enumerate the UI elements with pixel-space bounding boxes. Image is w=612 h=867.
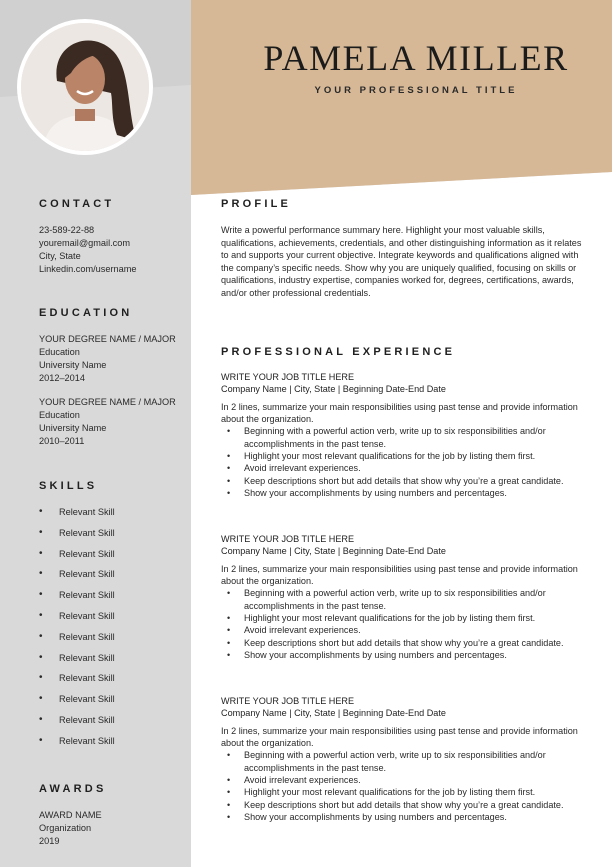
job-title: WRITE YOUR JOB TITLE HERE (221, 534, 355, 544)
education-degree: YOUR DEGREE NAME / MAJOR (39, 334, 176, 344)
skill-item: • Relevant Skill (39, 653, 115, 674)
skill-item: • Relevant Skill (39, 611, 115, 632)
education-degree: YOUR DEGREE NAME / MAJOR (39, 397, 176, 407)
skill-item: • Relevant Skill (39, 694, 115, 715)
job-bullet: • Avoid irrelevant experiences. (221, 624, 586, 636)
job-bullet: • Beginning with a powerful action verb, write up to six responsibilities and/or accomplishments in the past tense. (221, 425, 586, 450)
job-bullet: • Beginning with a powerful action verb, write up to six responsibilities and/or accomplishments in the past tense. (221, 749, 586, 774)
job-bullet: • Highlight your most relevant qualifications for the job by listing them first. (221, 786, 586, 798)
skill-item: • Relevant Skill (39, 673, 115, 694)
professional-title: YOUR PROFESSIONAL TITLE (314, 85, 518, 96)
job-bullet: • Show your accomplishments by using numbers and percentages. (221, 649, 586, 661)
candidate-name: PAMELA MILLER (263, 38, 569, 78)
job-bullets (221, 425, 586, 499)
job-bullet: • Beginning with a powerful action verb, write up to six responsibilities and/or accomplishments in the past tense. (221, 587, 586, 612)
job-bullet: • Keep descriptions short but add details that show why you’re a great candidate. (221, 799, 586, 811)
job-entry (221, 371, 586, 499)
contact-phone: 23-589-22-88 (39, 225, 95, 235)
education-years: 2012–2014 (39, 373, 85, 383)
skill-item: • Relevant Skill (39, 528, 115, 549)
education-heading: EDUCATION (39, 307, 133, 319)
skill-item: • Relevant Skill (39, 569, 115, 590)
skills-heading: SKILLS (39, 480, 98, 492)
awards-heading: AWARDS (39, 783, 107, 795)
skill-item: • Relevant Skill (39, 507, 115, 528)
skills-list (39, 507, 115, 757)
job-bullets (221, 749, 586, 823)
education-school: University Name (39, 360, 107, 370)
job-bullet: • Highlight your most relevant qualifications for the job by listing them first. (221, 612, 586, 624)
contact-heading: CONTACT (39, 198, 115, 210)
job-bullet: • Keep descriptions short but add details that show why you’re a great candidate. (221, 637, 586, 649)
job-bullet: • Highlight your most relevant qualifications for the job by listing them first. (221, 450, 586, 462)
job-bullet: • Show your accomplishments by using numbers and percentages. (221, 487, 586, 499)
skill-item: • Relevant Skill (39, 549, 115, 570)
contact-email: youremail@gmail.com (39, 238, 131, 248)
profile-summary: Write a powerful performance summary here. Highlight your most valuable skills, qualifications, achievements, credentials, and other distinguishing information as it relates to and supports your current objective. Integrate keywords and qualifications aligned with the company’s specific needs. Show why you are uniquely qualified, focusing on skills or qualifications, industry expertise, companies worked for, degrees, certifications, awards, and/or other professional credentials. (221, 225, 582, 298)
education-type: Education (39, 347, 80, 357)
job-entry (221, 533, 586, 661)
education-school: University Name (39, 423, 107, 433)
job-company-line: Company Name | City, State | Beginning Date-End Date (221, 384, 446, 395)
job-title: WRITE YOUR JOB TITLE HERE (221, 696, 355, 706)
experience-heading: PROFESSIONAL EXPERIENCE (221, 346, 456, 358)
job-summary: In 2 lines, summarize your main responsibilities using past tense and provide information about the organization. (221, 401, 578, 425)
profile-heading: PROFILE (221, 198, 292, 210)
education-type: Education (39, 410, 80, 420)
skill-item: • Relevant Skill (39, 736, 115, 757)
job-bullet: • Keep descriptions short but add details that show why you’re a great candidate. (221, 475, 586, 487)
skill-item: • Relevant Skill (39, 715, 115, 736)
job-bullet: • Avoid irrelevant experiences. (221, 774, 586, 786)
job-bullet: • Show your accomplishments by using numbers and percentages. (221, 811, 586, 823)
award-year: 2019 (39, 836, 60, 846)
skill-item: • Relevant Skill (39, 632, 115, 653)
job-bullet: • Avoid irrelevant experiences. (221, 462, 586, 474)
profile-photo (21, 23, 149, 151)
job-bullets (221, 587, 586, 661)
person-avatar-icon (21, 23, 149, 151)
job-company-line: Company Name | City, State | Beginning Date-End Date (221, 546, 446, 557)
skill-item: • Relevant Skill (39, 590, 115, 611)
award-name: AWARD NAME (39, 810, 102, 820)
award-organization: Organization (39, 823, 92, 833)
contact-location: City, State (39, 251, 81, 261)
education-years: 2010–2011 (39, 436, 85, 446)
job-company-line: Company Name | City, State | Beginning Date-End Date (221, 708, 446, 719)
job-entry (221, 695, 586, 823)
job-summary: In 2 lines, summarize your main responsibilities using past tense and provide information about the organization. (221, 563, 578, 587)
contact-linkedin: Linkedin.com/username (39, 264, 137, 274)
job-summary: In 2 lines, summarize your main responsibilities using past tense and provide information about the organization. (221, 725, 578, 749)
job-title: WRITE YOUR JOB TITLE HERE (221, 372, 355, 382)
